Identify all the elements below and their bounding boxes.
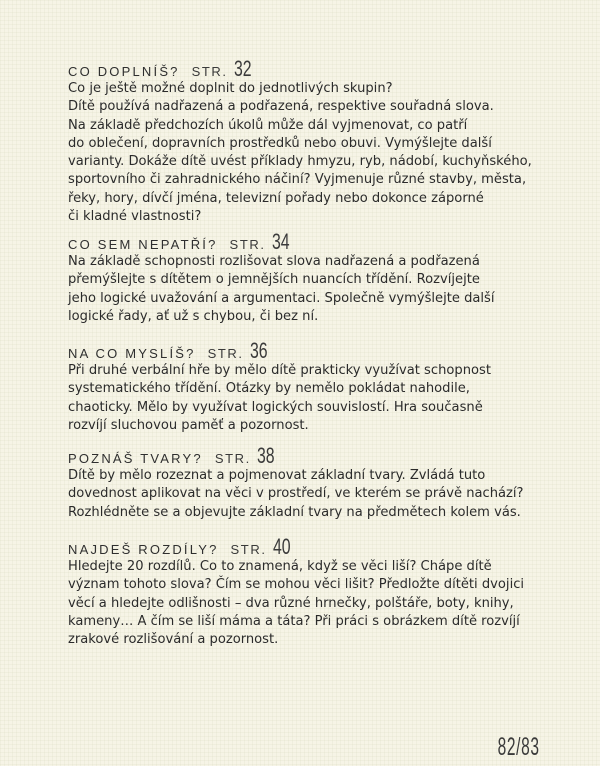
body-line: do oblečení, dopravních prostředků nebo obuvi. Vymýšlejte další [68,135,492,151]
body-line: Dítě by mělo rozeznat a pojmenovat základní tvary. Zvládá tuto [68,468,486,483]
page-ref-number: 36 [249,338,268,363]
section-heading [68,56,538,80]
body-line: zrakové rozlišování a pozornost. [68,632,279,648]
body-line: Dítě používá nadřazená a podřazená, respektive souřadná slova. [68,99,494,115]
body-line: dovednost aplikovat na věci v prostředí, ve kterém se právě nachází? [68,486,524,502]
page-ref-label: STR. [214,451,251,466]
body-line: význam tohoto slova? Čím se mohou věci lišit? Předložte dítěti dvojici [68,577,525,593]
body-line: věcí a hledejte odlišnosti – dva různé hrnečky, polštáře, boty, knihy, [68,595,514,611]
section-title: POZNÁŠ TVARY? [68,451,203,466]
page-ref-label: STR. [191,64,228,79]
section-na-co-myslis [68,338,538,435]
body-line: Hledejte 20 rozdílů. Co to znamená, když se věci liší? Chápe dítě [68,559,492,574]
section-heading [68,338,538,362]
section-body [68,80,538,226]
body-line: Na základě předchozích úkolů může dál vyjmenovat, co patří [68,117,468,133]
section-title: NAJDEŠ ROZDÍLY? [68,542,219,557]
section-najdes-rozdily [68,534,538,649]
body-line: jeho logické uvažování a argumentaci. Společně vymýšlejte další [68,290,495,306]
body-line: Rozhlédněte se a objevujte základní tvary na předmětech kolem vás. [68,504,521,520]
body-line: varianty. Dokáže dítě uvést příklady hmyzu, ryb, nádobí, kuchyňského, [68,154,532,170]
page-ref-number: 40 [272,534,291,559]
page-ref-number: 38 [256,443,275,468]
body-line: Při druhé verbální hře by mělo dítě prakticky využívat schopnost [68,363,491,378]
page-ref-label: STR. [230,542,267,557]
section-title: CO SEM NEPATŘÍ? [68,237,218,252]
body-line: chaoticky. Mělo by využívat logických souvislostí. Hra současně [68,399,483,415]
body-line: Na základě schopnosti rozlišovat slova nadřazená a podřazená [68,254,480,269]
section-poznas-tvary [68,443,538,522]
section-body [68,253,538,326]
page-ref-label: STR. [207,346,244,361]
page-ref-label: STR. [229,237,266,252]
section-title: NA CO MYSLÍŠ? [68,346,196,361]
body-line: kameny… A čím se liší máma a táta? Při práci s obrázkem dítě rozvíjí [68,613,520,629]
page-ref-number: 34 [271,229,290,254]
section-heading [68,229,538,253]
section-co-sem-nepatri [68,229,538,326]
section-body [68,558,538,649]
section-body [68,362,538,435]
section-heading [68,534,538,558]
body-line: přemýšlejte s dítětem o jemnějších nuancích třídění. Rozvíjejte [68,272,480,288]
body-line: řeky, hory, dívčí jména, televizní pořady nebo dokonce záporné [68,190,484,206]
page-numbers: 82/83 [498,733,540,761]
section-body [68,467,538,522]
body-line: systematického třídění. Otázky by nemělo pokládat nahodile, [68,381,470,397]
body-line: Co je ještě možné doplnit do jednotlivých skupin? [68,81,393,96]
body-line: sportovního či zahradnického náčiní? Vyjmenuje různé stavby, města, [68,172,527,188]
body-line: logické řady, ať už s chybou, či bez ní. [68,308,319,324]
body-line: či kladné vlastnosti? [68,209,202,225]
section-co-doplnis [68,56,538,226]
section-title: CO DOPLNÍŠ? [68,64,180,79]
body-line: rozvíjí sluchovou paměť a pozornost. [68,417,309,433]
section-heading [68,443,538,467]
page-ref-number: 32 [233,56,252,81]
